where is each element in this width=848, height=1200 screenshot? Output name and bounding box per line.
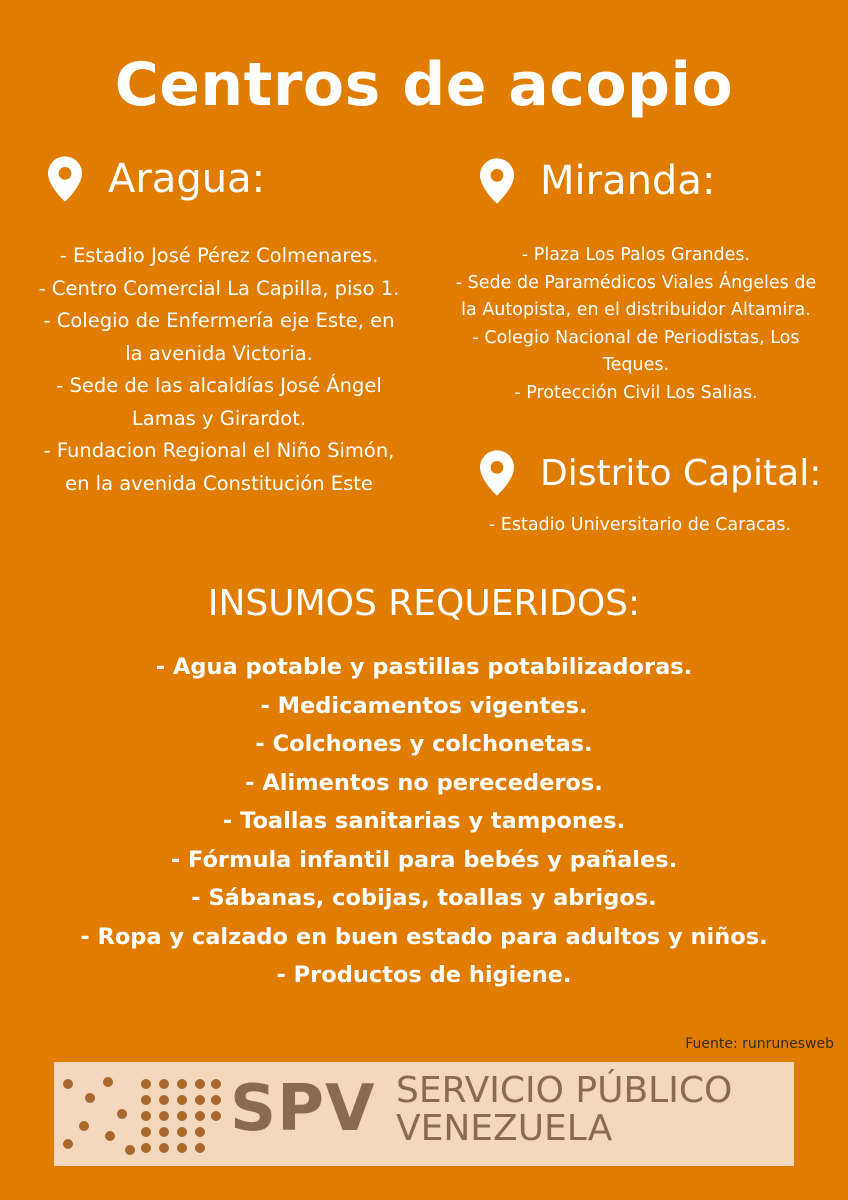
region-name-aragua: Aragua: [108, 156, 266, 202]
logo-line-2: VENEZUELA [396, 1108, 613, 1149]
map-pin-icon [480, 158, 514, 204]
list-item: - Ropa y calzado en buen estado para adultos y niños. [80, 923, 768, 950]
region-header-aragua [48, 156, 265, 202]
list-item: - Agua potable y pastillas potabilizadoras. [155, 654, 693, 680]
list-item: la Autopista, en el distribuidor Altamira. [461, 300, 811, 320]
list-item: - Protección Civil Los Salias. [514, 382, 758, 403]
list-item: - Sede de las alcaldías José Ángel [56, 374, 382, 397]
list-item: - Productos de higiene. [276, 962, 572, 988]
list-item: - Fórmula infantil para bebés y pañales. [170, 846, 678, 873]
miranda-list [424, 242, 848, 407]
insumos-heading: INSUMOS REQUERIDOS: [207, 583, 641, 624]
list-item: - Sábanas, cobijas, toallas y abrigos. [191, 885, 657, 911]
logo-acronym: SPV [230, 1072, 376, 1146]
list-item: - Colchones y colchonetas. [255, 731, 593, 757]
capital-list [440, 512, 840, 540]
list-item: Lamas y Girardot. [131, 406, 307, 430]
aragua-list [0, 240, 438, 500]
list-item: - Colegio de Enfermería eje Este, en [43, 309, 395, 332]
region-header-miranda [480, 158, 715, 204]
list-item: en la avenida Constitución Este [65, 471, 373, 495]
list-item: - Alimentos no perecederos. [245, 769, 603, 796]
source-credit: Fuente: runrunesweb [685, 1036, 834, 1052]
list-item: - Sede de Paramédicos Viales Ángeles de [455, 272, 817, 293]
logo-org-name [396, 1072, 732, 1148]
list-item: - Toallas sanitarias y tampones. [222, 808, 626, 834]
list-item: - Estadio José Pérez Colmenares. [59, 244, 379, 267]
spv-logo-banner [54, 1062, 794, 1166]
list-item: - Plaza Los Palos Grandes. [521, 245, 751, 265]
region-name-miranda: Miranda: [540, 158, 716, 204]
page-title: Centros de acopio [114, 50, 734, 120]
list-item: - Medicamentos vigentes. [260, 692, 588, 719]
region-name-distrito-capital: Distrito Capital: [540, 452, 822, 494]
map-pin-icon [480, 450, 514, 496]
list-item: - Estadio Universitario de Caracas. [488, 515, 792, 535]
dot-grid-logo-icon [60, 1070, 224, 1158]
logo-line-1: SERVICIO PÚBLICO [396, 1070, 733, 1111]
list-item: la avenida Victoria. [125, 341, 313, 365]
map-pin-icon [48, 156, 82, 202]
region-header-distrito-capital [480, 450, 821, 496]
list-item: - Fundacion Regional el Niño Simón, [43, 439, 395, 462]
list-item: - Centro Comercial La Capilla, piso 1. [38, 276, 400, 300]
insumos-list [0, 648, 848, 995]
list-item: Teques. [602, 355, 670, 375]
list-item: - Colegio Nacional de Periodistas, Los [472, 327, 800, 348]
